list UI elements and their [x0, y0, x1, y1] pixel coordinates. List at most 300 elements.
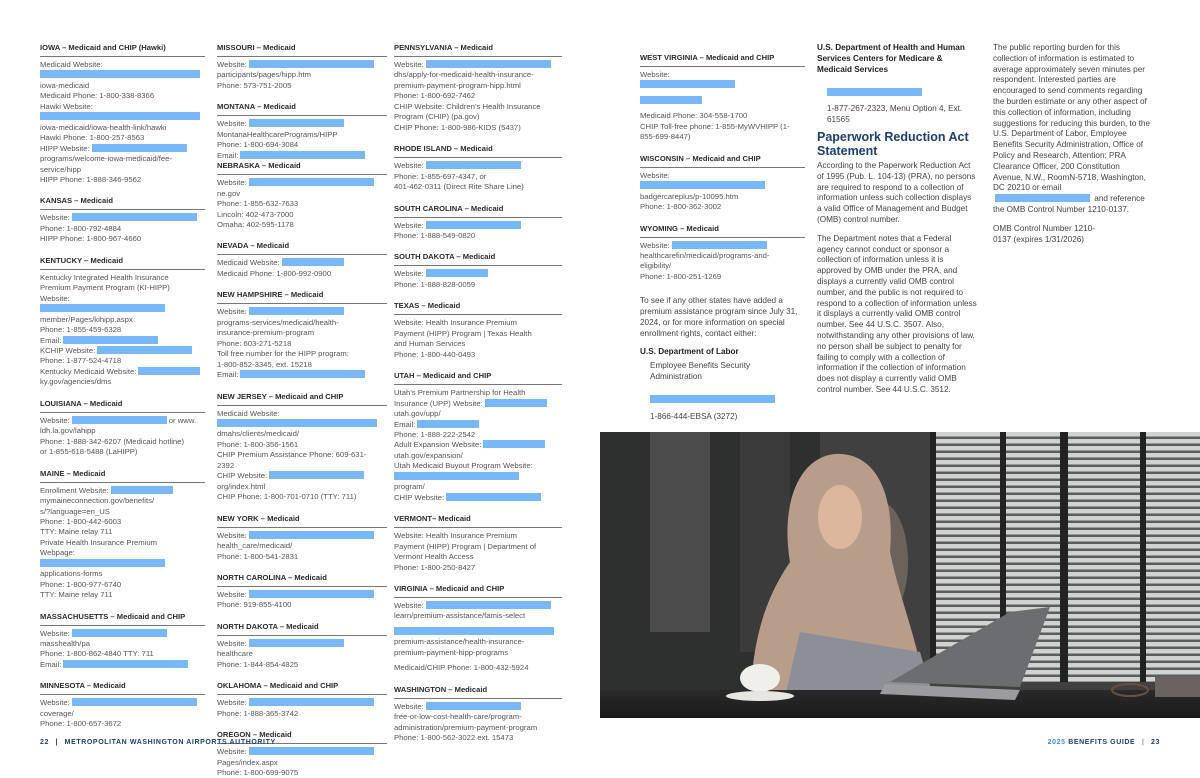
line-text: Phone: 1-800-362-3002 [640, 202, 722, 212]
info-line [217, 492, 387, 502]
redacted-link[interactable] [394, 472, 519, 480]
line-text: free-or-low-cost-health-care/program- [394, 712, 522, 722]
redacted-link[interactable] [672, 241, 767, 249]
info-line [40, 367, 205, 377]
state-section [394, 301, 562, 360]
info-line [640, 96, 805, 106]
redacted-link[interactable] [426, 161, 521, 169]
redacted-link[interactable] [40, 304, 165, 312]
state-section [40, 681, 205, 729]
info-line [40, 507, 205, 517]
hhs-phone: 1-877-267-2323, Menu Option 4, Ext. 61565 [827, 104, 963, 125]
state-section [394, 204, 562, 242]
state-section [217, 392, 387, 503]
line-text: Phone: 1-800-694-3084 [217, 140, 299, 150]
line-text: Payment (HIPP) Program | Texas Health [394, 328, 532, 338]
info-line [217, 429, 387, 439]
info-line [640, 111, 805, 121]
info-line [217, 318, 387, 328]
state-section [394, 584, 562, 674]
info-line [394, 420, 562, 430]
info-line [40, 81, 205, 91]
line-text: TTY: Maine relay 711 [40, 527, 113, 537]
info-line [394, 182, 562, 192]
contact-intro: To see if any other states have added a premium assistance program since July 31, 2024, or for more information on special enrollment rights, contact either: [640, 296, 798, 338]
line-text: ne.gov [217, 188, 241, 198]
line-text: Toll free number for the HIPP program: [217, 349, 349, 359]
info-line [40, 273, 205, 283]
state-heading: NEVADA – Medicaid [217, 241, 387, 255]
line-text: applications-forms [40, 569, 103, 579]
redacted-link[interactable] [249, 307, 344, 315]
column-5 [817, 43, 977, 396]
state-heading: RHODE ISLAND – Medicaid [394, 144, 562, 158]
line-text: CHIP Website: [217, 471, 268, 481]
redacted-link[interactable] [827, 88, 922, 96]
state-heading: OKLAHOMA – Medicaid and CHIP [217, 681, 387, 695]
redacted-link[interactable] [426, 221, 521, 229]
woman-face [818, 485, 862, 549]
redacted-link[interactable] [249, 531, 374, 539]
line-text: premium-payment-program-hipp.html [394, 80, 521, 90]
info-line [217, 220, 387, 230]
info-line [40, 486, 205, 496]
line-text: Website: [640, 240, 670, 250]
info-line [40, 649, 205, 659]
info-line [40, 60, 205, 70]
info-line [40, 447, 205, 457]
info-line [40, 315, 205, 325]
state-heading: WISCONSIN – Medicaid and CHIP [640, 154, 805, 168]
line-text: Website: [217, 638, 247, 648]
info-line [217, 440, 387, 450]
column-6 [993, 43, 1151, 245]
line-text: badgercareplus/p-10095.htm [640, 191, 739, 201]
line-text: programs/welcome-iowa-medicaid/fee- [40, 154, 173, 164]
info-line [217, 758, 387, 768]
info-line [640, 261, 805, 271]
info-line [40, 224, 205, 234]
info-line [40, 580, 205, 590]
line-text: utah.gov/expansion/ [394, 450, 463, 460]
line-text: health_care/medicaid/ [217, 541, 293, 551]
line-text: Medicaid/CHIP Phone: 1-800-432-5924 [394, 663, 529, 673]
state-section [217, 102, 387, 161]
info-line [40, 283, 205, 293]
info-line [394, 663, 562, 673]
info-line [394, 482, 562, 492]
info-line [40, 660, 205, 670]
state-section [217, 290, 387, 380]
redacted-email[interactable] [995, 194, 1090, 202]
line-text: Website: [40, 213, 70, 223]
line-text: Email: [40, 335, 62, 345]
info-line [217, 130, 387, 140]
line-text: Phone: 1-800-657-3672 [40, 719, 122, 729]
info-line [394, 472, 562, 482]
line-text: premium-payment-hipp-programs [394, 647, 509, 657]
info-line [217, 541, 387, 551]
info-line [40, 517, 205, 527]
redacted-link[interactable] [240, 151, 365, 159]
info-line [394, 611, 562, 621]
line-text: Private Health Insurance Premium [40, 537, 158, 547]
line-text: Phone: 1-800-442-6003 [40, 516, 122, 526]
info-line [40, 133, 205, 143]
line-text: Phone: 1-800-699-9075 [217, 768, 299, 778]
info-line [394, 388, 562, 398]
redacted-link[interactable] [249, 178, 374, 186]
redacted-link[interactable] [417, 420, 479, 428]
info-line [394, 409, 562, 419]
info-line [394, 161, 562, 171]
footer-separator: | [55, 739, 59, 746]
footer-left [40, 739, 276, 746]
info-line [217, 531, 387, 541]
line-text: premium-assistance/health-insurance- [394, 637, 525, 647]
line-text: 855-699-8447) [640, 132, 691, 142]
info-line [394, 269, 562, 279]
info-line [40, 437, 205, 447]
line-text: Phone: 1-888-828-0059 [394, 279, 476, 289]
info-line [40, 91, 205, 101]
line-text: healthcarefin/medicaid/programs-and- [640, 250, 770, 260]
info-line [40, 698, 205, 708]
info-line [394, 531, 562, 541]
state-heading: MAINE – Medicaid [40, 469, 205, 483]
line-text: Website: [40, 415, 70, 425]
line-text: MontanaHealthcarePrograms/HIPP [217, 129, 338, 139]
redacted-link[interactable] [426, 702, 521, 710]
column-3 [394, 43, 562, 743]
info-line [40, 213, 205, 223]
redacted-link[interactable] [63, 336, 158, 344]
pra-title: Paperwork Reduction Act Statement [817, 129, 969, 158]
line-text: HIPP Website: [40, 143, 90, 153]
redacted-link[interactable] [394, 627, 554, 635]
redacted-link[interactable] [483, 440, 545, 448]
line-text: Phone: 1-800-792-4884 [40, 223, 122, 233]
line-text: Phone: 1-888-549-0820 [394, 230, 476, 240]
redacted-link[interactable] [640, 96, 702, 104]
page-number-left: 22 [40, 739, 49, 746]
state-heading: UTAH – Medicaid and CHIP [394, 371, 562, 385]
redacted-link[interactable] [269, 471, 364, 479]
contact-info [640, 296, 805, 422]
state-heading: VERMONT– Medicaid [394, 514, 562, 528]
redacted-link[interactable] [282, 258, 344, 266]
redacted-link[interactable] [249, 60, 374, 68]
line-text: Website: [217, 119, 247, 129]
state-section [394, 144, 562, 192]
state-heading: NEW YORK – Medicaid [217, 514, 387, 528]
info-line [217, 199, 387, 209]
info-line [640, 70, 805, 80]
line-text: Phone: 1-800-251-1269 [640, 271, 722, 281]
info-line [640, 80, 805, 90]
line-text: CHIP Toll-free phone: 1-855-MyWVHIPP (1- [640, 121, 790, 131]
redacted-link[interactable] [640, 181, 765, 189]
info-line [40, 346, 205, 356]
state-section [217, 622, 387, 670]
redacted-link[interactable] [249, 747, 374, 755]
photo-woman-at-laptop [600, 432, 1200, 718]
line-text: participants/pages/hipp.htm [217, 70, 312, 80]
column-1 [40, 43, 205, 730]
redacted-link[interactable] [40, 112, 200, 120]
state-heading: KENTUCKY – Medicaid [40, 256, 205, 270]
line-text: Insurance (UPP) Website: [394, 398, 483, 408]
info-line [217, 698, 387, 708]
redacted-link[interactable] [92, 144, 187, 152]
state-section [640, 154, 805, 213]
info-line [394, 552, 562, 562]
info-line [394, 430, 562, 440]
line-text: Website: [217, 747, 247, 757]
info-line [217, 140, 387, 150]
line-text: Phone: 1-800-977-6740 [40, 579, 122, 589]
redacted-link[interactable] [111, 486, 173, 494]
state-heading: NEBRASKA – Medicaid [217, 161, 387, 175]
redacted-link[interactable] [485, 399, 547, 407]
state-heading: MASSACHUSETTS – Medicaid and CHIP [40, 612, 205, 626]
redacted-link[interactable] [446, 493, 541, 501]
line-text: Email: [394, 419, 416, 429]
line-text: and Human Services [394, 339, 466, 349]
info-line [217, 360, 387, 370]
line-text: Kentucky Medicaid Website: [40, 366, 137, 376]
info-line [40, 304, 205, 314]
redacted-link[interactable] [97, 346, 192, 354]
info-line [217, 258, 387, 268]
info-line [640, 241, 805, 251]
info-line [217, 151, 387, 161]
info-line [640, 251, 805, 261]
state-section [217, 241, 387, 279]
info-line [40, 112, 205, 122]
state-section [394, 43, 562, 133]
redacted-link[interactable] [249, 119, 344, 127]
line-text: Email: [217, 150, 239, 160]
pra-paragraph-3 [993, 43, 1151, 216]
line-text: program/ [394, 482, 425, 492]
line-text: Website: [217, 178, 247, 188]
info-line [394, 123, 562, 133]
line-text: Phone: 1-800-862-4840 TTY: 711 [40, 649, 154, 659]
redacted-link[interactable] [138, 367, 200, 375]
line-text: Email: [217, 370, 239, 380]
state-section [394, 685, 562, 744]
line-text: Vermont Health Access [394, 552, 474, 562]
redacted-link[interactable] [249, 590, 374, 598]
info-line [40, 154, 205, 164]
info-line [217, 70, 387, 80]
line-text: Medicaid Website: [217, 408, 280, 418]
state-section [217, 514, 387, 562]
line-text: or www. [168, 415, 197, 425]
line-text: Program (CHIP) (pa.gov) [394, 112, 480, 122]
state-section [394, 252, 562, 290]
line-text: Website: [640, 70, 670, 79]
line-text: insurance-premium-program [217, 328, 314, 338]
info-line [40, 629, 205, 639]
state-heading: WASHINGTON – Medicaid [394, 685, 562, 699]
info-line [217, 709, 387, 719]
line-text: Medicaid Phone: 1-800-338-8366 [40, 91, 155, 101]
column-2 [217, 43, 387, 778]
redacted-link[interactable] [63, 660, 188, 668]
state-section [217, 681, 387, 719]
redacted-link[interactable] [72, 698, 197, 706]
line-text: Hawki Phone: 1-800-257-8563 [40, 133, 145, 143]
line-text: Website: [394, 600, 424, 610]
redacted-link[interactable] [72, 416, 167, 424]
info-line [394, 399, 562, 409]
info-line [217, 747, 387, 757]
line-text: Website: Health Insurance Premium [394, 318, 517, 328]
info-line [394, 440, 562, 450]
info-line [217, 409, 387, 419]
state-heading: TEXAS – Medicaid [394, 301, 562, 315]
line-text: 2392 [217, 460, 235, 470]
pra-paragraph-3-tail: and reference the OMB Control Number 1210-0137. [993, 194, 1145, 214]
info-line [40, 590, 205, 600]
redacted-link[interactable] [426, 60, 551, 68]
redacted-link[interactable] [40, 70, 200, 78]
line-text: Omaha: 402-595-1178 [217, 219, 294, 229]
info-line [394, 81, 562, 91]
state-section [394, 514, 562, 573]
info-line [40, 639, 205, 649]
line-text: Utah’s Premium Partnership for Health [394, 388, 526, 398]
info-line [394, 493, 562, 503]
redacted-link[interactable] [217, 419, 377, 427]
redacted-link[interactable] [240, 370, 365, 378]
info-line [394, 648, 562, 658]
line-text: Kentucky Integrated Health Insurance [40, 272, 169, 282]
photo-illustration [600, 432, 1200, 718]
line-text: ky.gov/agencies/dms [40, 377, 112, 387]
omb-control-number: OMB Control Number 1210-0137 (expires 1/31/2026) [993, 223, 1095, 244]
redacted-link[interactable] [426, 269, 488, 277]
line-text: Phone: 1-800-541-2831 [217, 551, 299, 561]
line-text: Utah Medicaid Buyout Program Website: [394, 461, 533, 471]
line-text: Pages/index.aspx [217, 757, 278, 767]
info-line [394, 733, 562, 743]
line-text: Phone: 573-751-2005 [217, 80, 292, 90]
line-text: member/Pages/kihipp.aspx [40, 314, 133, 324]
redacted-link[interactable] [40, 559, 165, 567]
line-text: Medicaid Phone: 1-800-992-0900 [217, 268, 332, 278]
line-text: service/hipp [40, 164, 82, 174]
redacted-link[interactable] [72, 629, 167, 637]
line-text: ldh.la.gov/lahipp [40, 426, 96, 436]
line-text: mymaineconnection.gov/benefits/ [40, 496, 155, 506]
info-line [394, 280, 562, 290]
redacted-link[interactable] [640, 80, 735, 88]
line-text: Website: [394, 220, 424, 230]
line-text: Website: [217, 60, 247, 69]
info-line [217, 349, 387, 359]
info-line [217, 328, 387, 338]
line-text: Website: [394, 701, 424, 711]
line-text: dhs/apply-for-medicaid-health-insurance- [394, 70, 534, 80]
info-line [40, 496, 205, 506]
line-text: Website: [394, 161, 424, 171]
info-line [394, 461, 562, 471]
line-text: Lincoln: 402-473-7000 [217, 209, 294, 219]
info-line [40, 548, 205, 558]
info-line [217, 370, 387, 380]
info-line [640, 202, 805, 212]
info-line [640, 132, 805, 142]
line-text: iowa-medicaid [40, 80, 90, 90]
line-text: Website: [40, 293, 70, 303]
info-line [40, 234, 205, 244]
info-line [217, 119, 387, 129]
line-text: TTY: Maine relay 711 [40, 590, 113, 600]
redacted-link[interactable] [650, 395, 775, 403]
info-line [394, 712, 562, 722]
state-heading: OREGON – Medicaid [217, 730, 387, 744]
line-text: Website: [217, 307, 247, 317]
line-text: Payment (HIPP) Program | Department of [394, 541, 537, 551]
line-text: Phone: 603-271-5218 [217, 338, 292, 348]
info-line [217, 590, 387, 600]
info-line [640, 272, 805, 282]
line-text: Website: [217, 530, 247, 540]
info-line [40, 294, 205, 304]
state-heading: NEW HAMPSHIRE – Medicaid [217, 290, 387, 304]
info-line [394, 563, 562, 573]
footer-organization: METROPOLITAN WASHINGTON AIRPORTS AUTHORITY [64, 739, 276, 746]
state-section [640, 53, 805, 143]
redacted-link[interactable] [249, 639, 344, 647]
redacted-link[interactable] [72, 213, 197, 221]
redacted-link[interactable] [426, 601, 551, 609]
dol-phone: 1-866-444-EBSA (3272) [650, 411, 738, 421]
line-text: CHIP Phone: 1-800-986-KIDS (5437) [394, 122, 521, 132]
column-4 [640, 53, 805, 423]
info-line [217, 649, 387, 659]
info-line [217, 639, 387, 649]
info-line [40, 175, 205, 185]
info-line [217, 307, 387, 317]
state-heading: WEST VIRGINIA – Medicaid and CHIP [640, 53, 805, 67]
info-line [217, 60, 387, 70]
info-line [217, 768, 387, 778]
state-section [40, 43, 205, 185]
line-text: Phone: 1-888-342-6207 (Medicaid hotline) [40, 436, 185, 446]
line-text: Medicaid Phone: 304-558-1700 [640, 111, 748, 121]
line-text: Phone: 1-877-524-4718 [40, 356, 122, 366]
info-line [40, 123, 205, 133]
line-text: HIPP Phone: 1-888-346-9562 [40, 174, 142, 184]
redacted-link[interactable] [249, 698, 374, 706]
line-text: Phone: 919-855-4100 [217, 600, 292, 610]
line-text: eligibility/ [640, 261, 672, 271]
pra-paragraph-1: According to the Paperwork Reduction Act of 1995 (Pub. L. 104-13) (PRA), no persons are required to respond to a collection of information unless such collection displays a valid Office of Management and Budget (OMB) control number. [817, 160, 976, 224]
info-line [394, 329, 562, 339]
state-section [40, 399, 205, 458]
info-line [217, 178, 387, 188]
info-line [40, 569, 205, 579]
info-line [217, 269, 387, 279]
line-text: Phone: 1-855-632-7633 [217, 199, 299, 209]
state-section [40, 469, 205, 601]
info-line [217, 81, 387, 91]
info-line [217, 482, 387, 492]
